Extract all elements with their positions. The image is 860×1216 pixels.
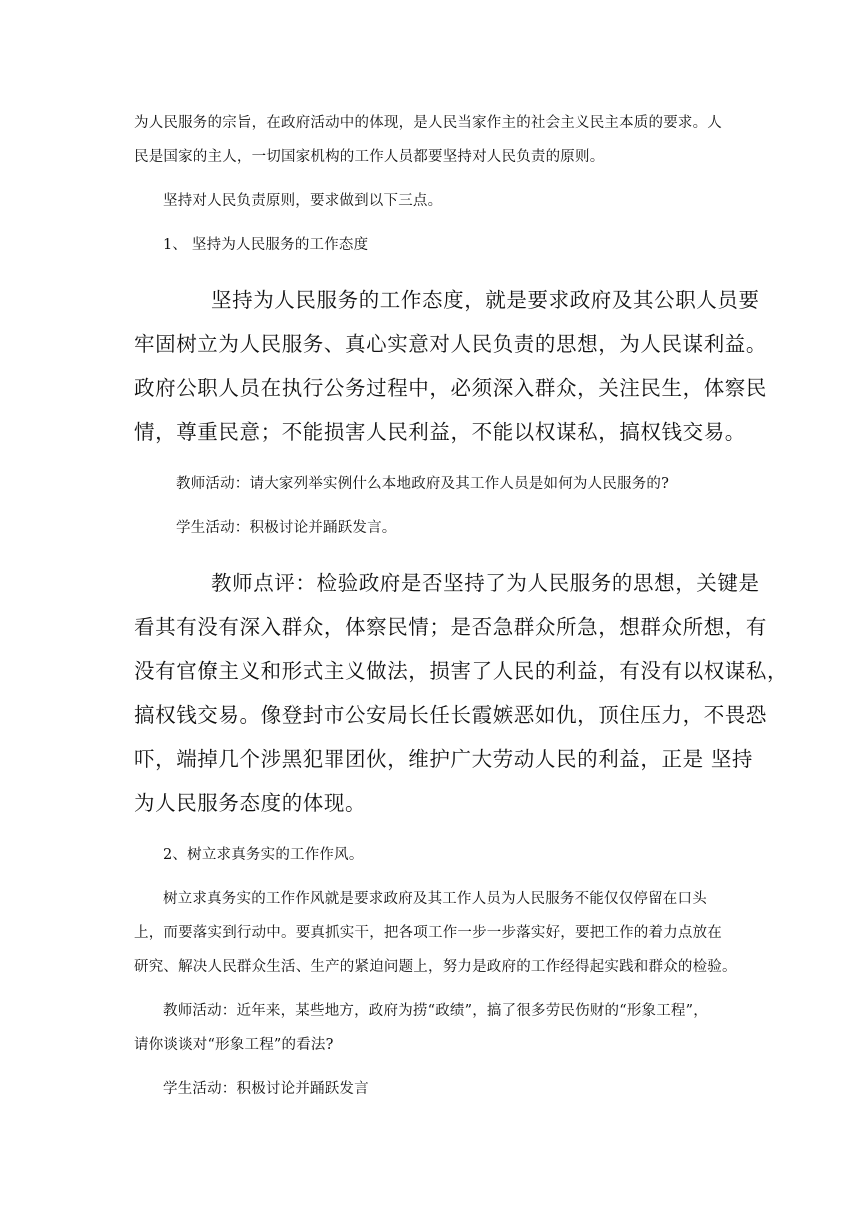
student-activity-2: 学生活动：积极讨论并踊跃发言 bbox=[163, 1081, 369, 1097]
heading-1: 1、 坚持为人民服务的工作态度 bbox=[163, 237, 369, 253]
teacher-activity-2-line-1: 教师活动：近年来，某些地方，政府为捞“政绩”，搞了很多劳民伤财的“形象工程”， bbox=[163, 1003, 708, 1019]
teacher-comment-line-1: 教师点评：检验政府是否坚持了为人民服务的思想，关键是 bbox=[211, 571, 760, 595]
paragraph-5-line-3: 研究、解决人民群众生活、生产的紧迫问题上，努力是政府的工作经得起实践和群众的检验。 bbox=[134, 959, 737, 975]
paragraph-5-line-1: 树立求真务实的工作作风就是要求政府及其工作人员为人民服务不能仅仅停留在口头 bbox=[163, 891, 707, 907]
teacher-comment-line-4: 搞权钱交易。像登封市公安局长任长霞嫉恶如仇，顶住压力，不畏恐 bbox=[134, 703, 767, 727]
teacher-activity-2-line-2: 请你谈谈对“形象工程”的看法? bbox=[134, 1037, 334, 1053]
paragraph-3-line-1: 坚持为人民服务的工作态度，就是要求政府及其公职人员要 bbox=[211, 288, 760, 312]
teacher-activity-1: 教师活动：请大家列举实例什么本地政府及其工作人员是如何为人民服务的? bbox=[176, 476, 670, 492]
teacher-comment-line-2: 看其有没有深入群众，体察民情；是否急群众所急，想群众所想，有 bbox=[134, 615, 767, 639]
paragraph-1-line-1: 为人民服务的宗旨，在政府活动中的体现，是人民当家作主的社会主义民主本质的要求。人 bbox=[134, 115, 722, 131]
teacher-comment-line-5: 吓，端掉几个涉黑犯罪团伙，维护广大劳动人民的利益，正是 坚持 bbox=[134, 747, 754, 771]
paragraph-5-line-2: 上，而要落实到行动中。要真抓实干，把各项工作一步一步落实好，要把工作的着力点放在 bbox=[134, 925, 722, 941]
teacher-comment-line-3: 没有官僚主义和形式主义做法，损害了人民的利益，有没有以权谋私， bbox=[134, 659, 789, 683]
paragraph-3-line-2: 牢固树立为人民服务、真心实意对人民负责的思想，为人民谋利益。 bbox=[134, 332, 767, 356]
paragraph-1-line-2: 民是国家的主人，一切国家机构的工作人员都要坚持对人民负责的原则。 bbox=[134, 149, 605, 165]
paragraph-2: 坚持对人民负责原则，要求做到以下三点。 bbox=[163, 193, 443, 209]
paragraph-3-line-3: 政府公职人员在执行公务过程中，必须深入群众，关注民生，体察民 bbox=[134, 376, 767, 400]
student-activity-1: 学生活动：积极讨论并踊跃发言。 bbox=[176, 520, 397, 536]
heading-2: 2、树立求真务实的工作作风。 bbox=[163, 847, 364, 863]
paragraph-3-line-4: 情，尊重民意；不能损害人民利益，不能以权谋私，搞权钱交易。 bbox=[134, 420, 746, 444]
teacher-comment-line-6: 为人民服务态度的体现。 bbox=[134, 791, 367, 815]
